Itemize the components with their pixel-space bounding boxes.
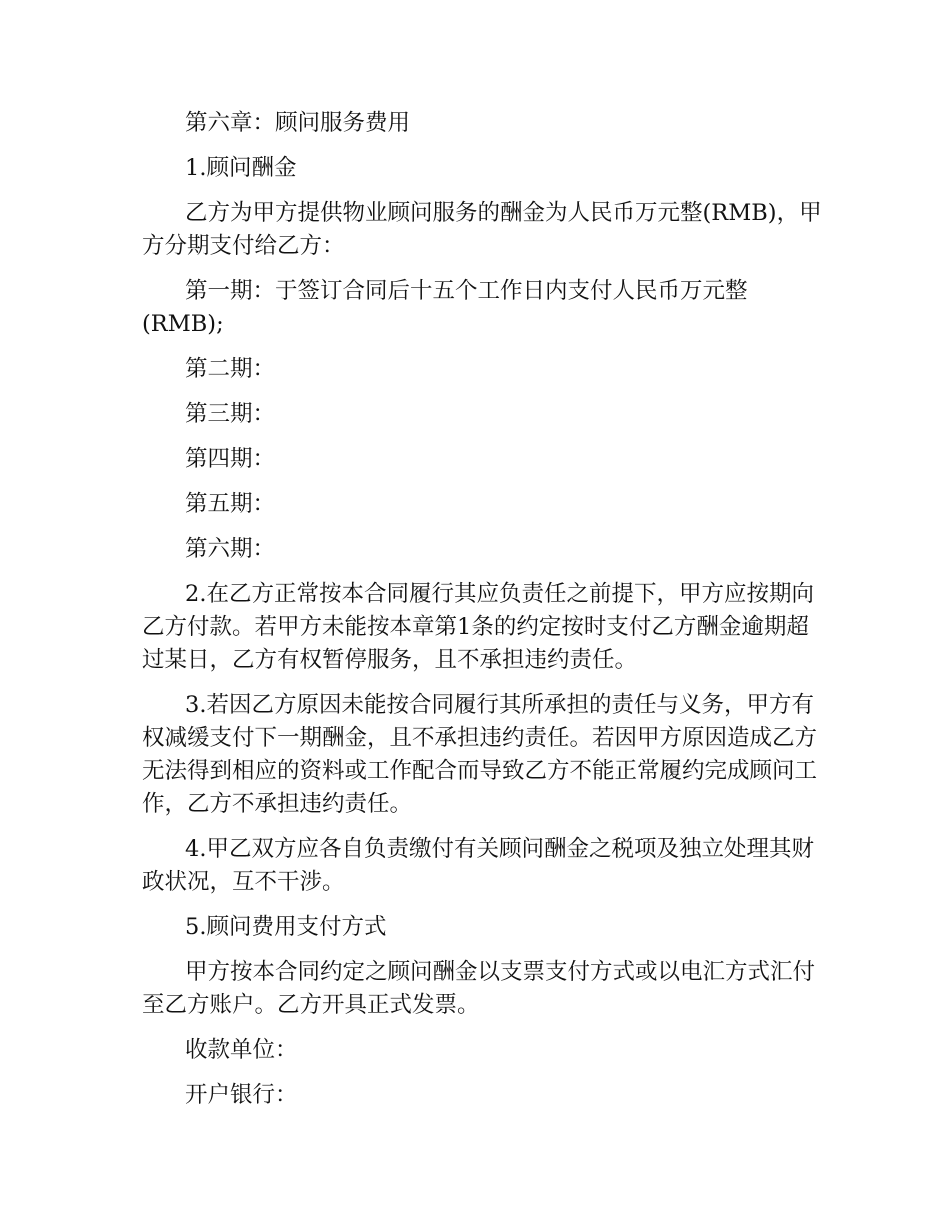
body-paragraph: 4.甲乙双方应各自负责缴付有关顾问酬金之税项及独立处理其财政状况，互不干涉。: [142, 836, 814, 895]
body-paragraph: 第一期：于签订合同后十五个工作日内支付人民币万元整(RMB);: [142, 278, 748, 337]
installment-line: 第六期：: [185, 536, 276, 562]
body-paragraph: 乙方为甲方提供物业顾问服务的酬金为人民币万元整(RMB)，甲方分期支付给乙方：: [142, 200, 822, 259]
body-paragraph: 3.若因乙方原因未能按合同履行其所承担的责任与义务，甲方有权减缓支付下一期酬金，且不承担违约责任。若因甲方原因造成乙方无法得到相应的资料或工作配合而导致乙方不能正常履约完成顾问工作，乙方不承担违约责任。: [142, 692, 818, 817]
section-heading: 1.顾问酬金: [185, 155, 297, 181]
installment-line: 第五期：: [185, 491, 276, 517]
installment-line: 第三期：: [185, 401, 276, 427]
document-body: [142, 107, 827, 1124]
section-heading: 5.顾问费用支付方式: [185, 914, 387, 940]
installment-line: 第四期：: [185, 446, 276, 472]
body-paragraph: 2.在乙方正常按本合同履行其应负责任之前提下，甲方应按期向乙方付款。若甲方未能按本章第1条的约定按时支付乙方酬金逾期超过某日，乙方有权暂停服务，且不承担违约责任。: [142, 581, 814, 673]
bank-line: 开户银行：: [185, 1082, 298, 1108]
body-paragraph: 甲方按本合同约定之顾问酬金以支票支付方式或以电汇方式汇付至乙方账户。乙方开具正式发票。: [142, 959, 816, 1018]
installment-line: 第二期：: [185, 356, 276, 382]
payee-line: 收款单位：: [185, 1037, 298, 1063]
chapter-heading: 第六章：顾问服务费用: [185, 110, 411, 136]
